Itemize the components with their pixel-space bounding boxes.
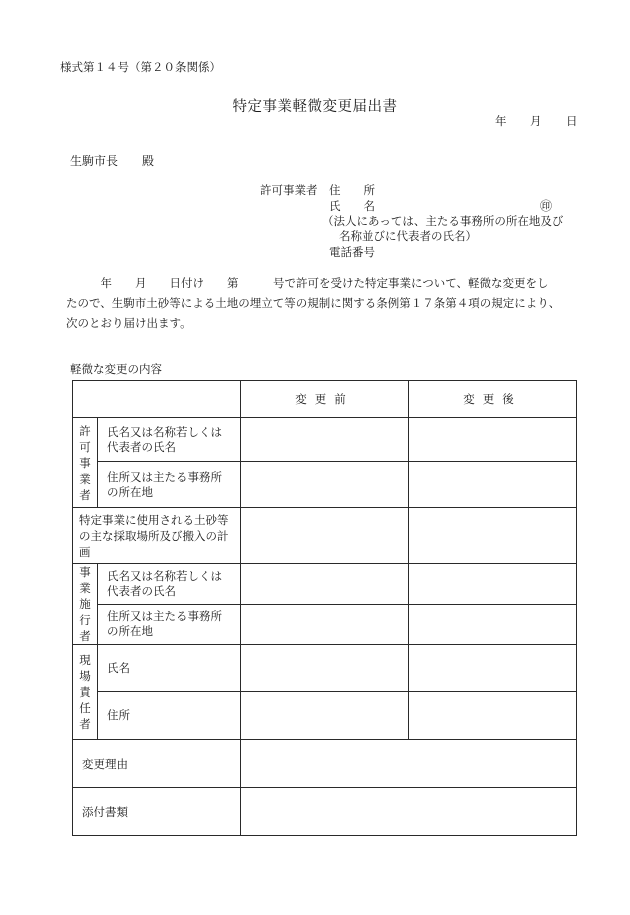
reason-label: 変更理由 bbox=[73, 740, 241, 788]
contractor-address-before-cell[interactable] bbox=[241, 604, 409, 645]
label-line: 氏名又は名称若しくは bbox=[107, 424, 222, 439]
table-row bbox=[73, 788, 577, 836]
soil-plan-after-cell[interactable] bbox=[409, 508, 577, 564]
applicant-role: 許可事業者 bbox=[260, 183, 318, 197]
label-line: の所在地 bbox=[107, 484, 153, 499]
group-char: 事 bbox=[79, 565, 91, 579]
attachments-cell[interactable] bbox=[241, 788, 577, 836]
phone-label: 電話番号 bbox=[329, 245, 375, 259]
site-name-after-cell[interactable] bbox=[409, 645, 577, 692]
header-before: 変更前 bbox=[241, 381, 409, 418]
contractor-address-label bbox=[98, 604, 241, 645]
permit-address-before-cell[interactable] bbox=[241, 462, 409, 508]
site-name-before-cell[interactable] bbox=[241, 645, 409, 692]
group-char: 任 bbox=[79, 701, 91, 715]
label-line: の所在地 bbox=[107, 624, 153, 639]
group-char: 者 bbox=[79, 629, 91, 643]
addressee-honorific: 殿 bbox=[142, 154, 155, 168]
corporation-note-1: （法人にあっては、主たる事務所の所在地及び bbox=[322, 214, 564, 228]
change-table bbox=[72, 380, 577, 836]
label-line: 特定事業に使用される土砂等 bbox=[79, 512, 229, 527]
document-title: 特定事業軽微変更届出書 bbox=[232, 99, 398, 115]
label-line: 氏名又は名称若しくは bbox=[107, 568, 222, 583]
group-char: 事 bbox=[79, 455, 91, 470]
attachments-label: 添付書類 bbox=[73, 788, 241, 836]
date-day-label: 日 bbox=[566, 114, 578, 128]
group-site-manager bbox=[73, 645, 98, 740]
seal-mark: ㊞ bbox=[540, 199, 553, 213]
label-line: 住所又は主たる事務所 bbox=[107, 609, 222, 624]
soil-plan-label bbox=[73, 508, 241, 564]
group-char: 者 bbox=[79, 487, 91, 502]
permit-name-before-cell[interactable] bbox=[241, 418, 409, 462]
table-row bbox=[73, 462, 577, 508]
addressee-name: 生駒市長 bbox=[70, 154, 119, 168]
table-row bbox=[73, 418, 577, 462]
form-number: 様式第１４号（第２０条関係） bbox=[60, 60, 221, 74]
group-char: 業 bbox=[79, 581, 91, 595]
group-char: 許 bbox=[79, 423, 91, 438]
table-row bbox=[73, 645, 577, 692]
soil-plan-before-cell[interactable] bbox=[241, 508, 409, 564]
body-line-3: 次のとおり届け出ます。 bbox=[66, 316, 192, 330]
label-line: 画 bbox=[79, 544, 91, 559]
addressee bbox=[70, 152, 154, 169]
site-address-after-cell[interactable] bbox=[409, 692, 577, 740]
group-char: 責 bbox=[79, 685, 91, 699]
group-char: 施 bbox=[79, 597, 91, 611]
contractor-name-before-cell[interactable] bbox=[241, 564, 409, 605]
header-after: 変更後 bbox=[409, 381, 577, 418]
body-text bbox=[66, 273, 576, 333]
label-line: 住所又は主たる事務所 bbox=[107, 469, 222, 484]
table-row bbox=[73, 604, 577, 645]
group-char: 者 bbox=[79, 717, 91, 731]
contractor-name-after-cell[interactable] bbox=[409, 564, 577, 605]
group-char: 可 bbox=[79, 439, 91, 454]
permit-address-after-cell[interactable] bbox=[409, 462, 577, 508]
label-line: 代表者の氏名 bbox=[107, 583, 176, 598]
permit-name-label bbox=[98, 418, 241, 462]
date-month-label: 月 bbox=[530, 114, 542, 128]
address-label: 住 所 bbox=[329, 183, 375, 197]
group-char: 場 bbox=[79, 669, 91, 683]
section-label: 軽微な変更の内容 bbox=[70, 362, 162, 376]
permit-address-label bbox=[98, 462, 241, 508]
group-char: 行 bbox=[79, 613, 91, 627]
date-year-label: 年 bbox=[495, 114, 507, 128]
corporation-note-2: 名称並びに代表者の氏名） bbox=[339, 229, 477, 243]
site-address-before-cell[interactable] bbox=[241, 692, 409, 740]
body-line-1: 年 月 日付け 第 号で許可を受けた特定事業について、軽微な変更をし bbox=[66, 276, 549, 290]
table-row bbox=[73, 740, 577, 788]
label-line: の主な採取場所及び搬入の計 bbox=[79, 528, 229, 543]
group-permit-holder bbox=[73, 418, 98, 508]
group-char: 業 bbox=[79, 471, 91, 486]
table-row bbox=[73, 508, 577, 564]
table-header-row bbox=[73, 381, 577, 418]
permit-name-after-cell[interactable] bbox=[409, 418, 577, 462]
contractor-name-label bbox=[98, 564, 241, 605]
header-blank-cell bbox=[73, 381, 241, 418]
reason-cell[interactable] bbox=[241, 740, 577, 788]
label-line: 代表者の氏名 bbox=[107, 439, 176, 454]
table-row bbox=[73, 564, 577, 605]
group-char: 現 bbox=[79, 653, 91, 667]
group-contractor bbox=[73, 564, 98, 645]
site-address-label: 住所 bbox=[98, 692, 241, 740]
site-name-label: 氏名 bbox=[98, 645, 241, 692]
contractor-address-after-cell[interactable] bbox=[409, 604, 577, 645]
body-line-2: たので、生駒市土砂等による土地の埋立て等の規制に関する条例第１７条第４項の規定により、 bbox=[66, 296, 561, 310]
name-label: 氏 名 bbox=[329, 199, 375, 213]
table-row bbox=[73, 692, 577, 740]
